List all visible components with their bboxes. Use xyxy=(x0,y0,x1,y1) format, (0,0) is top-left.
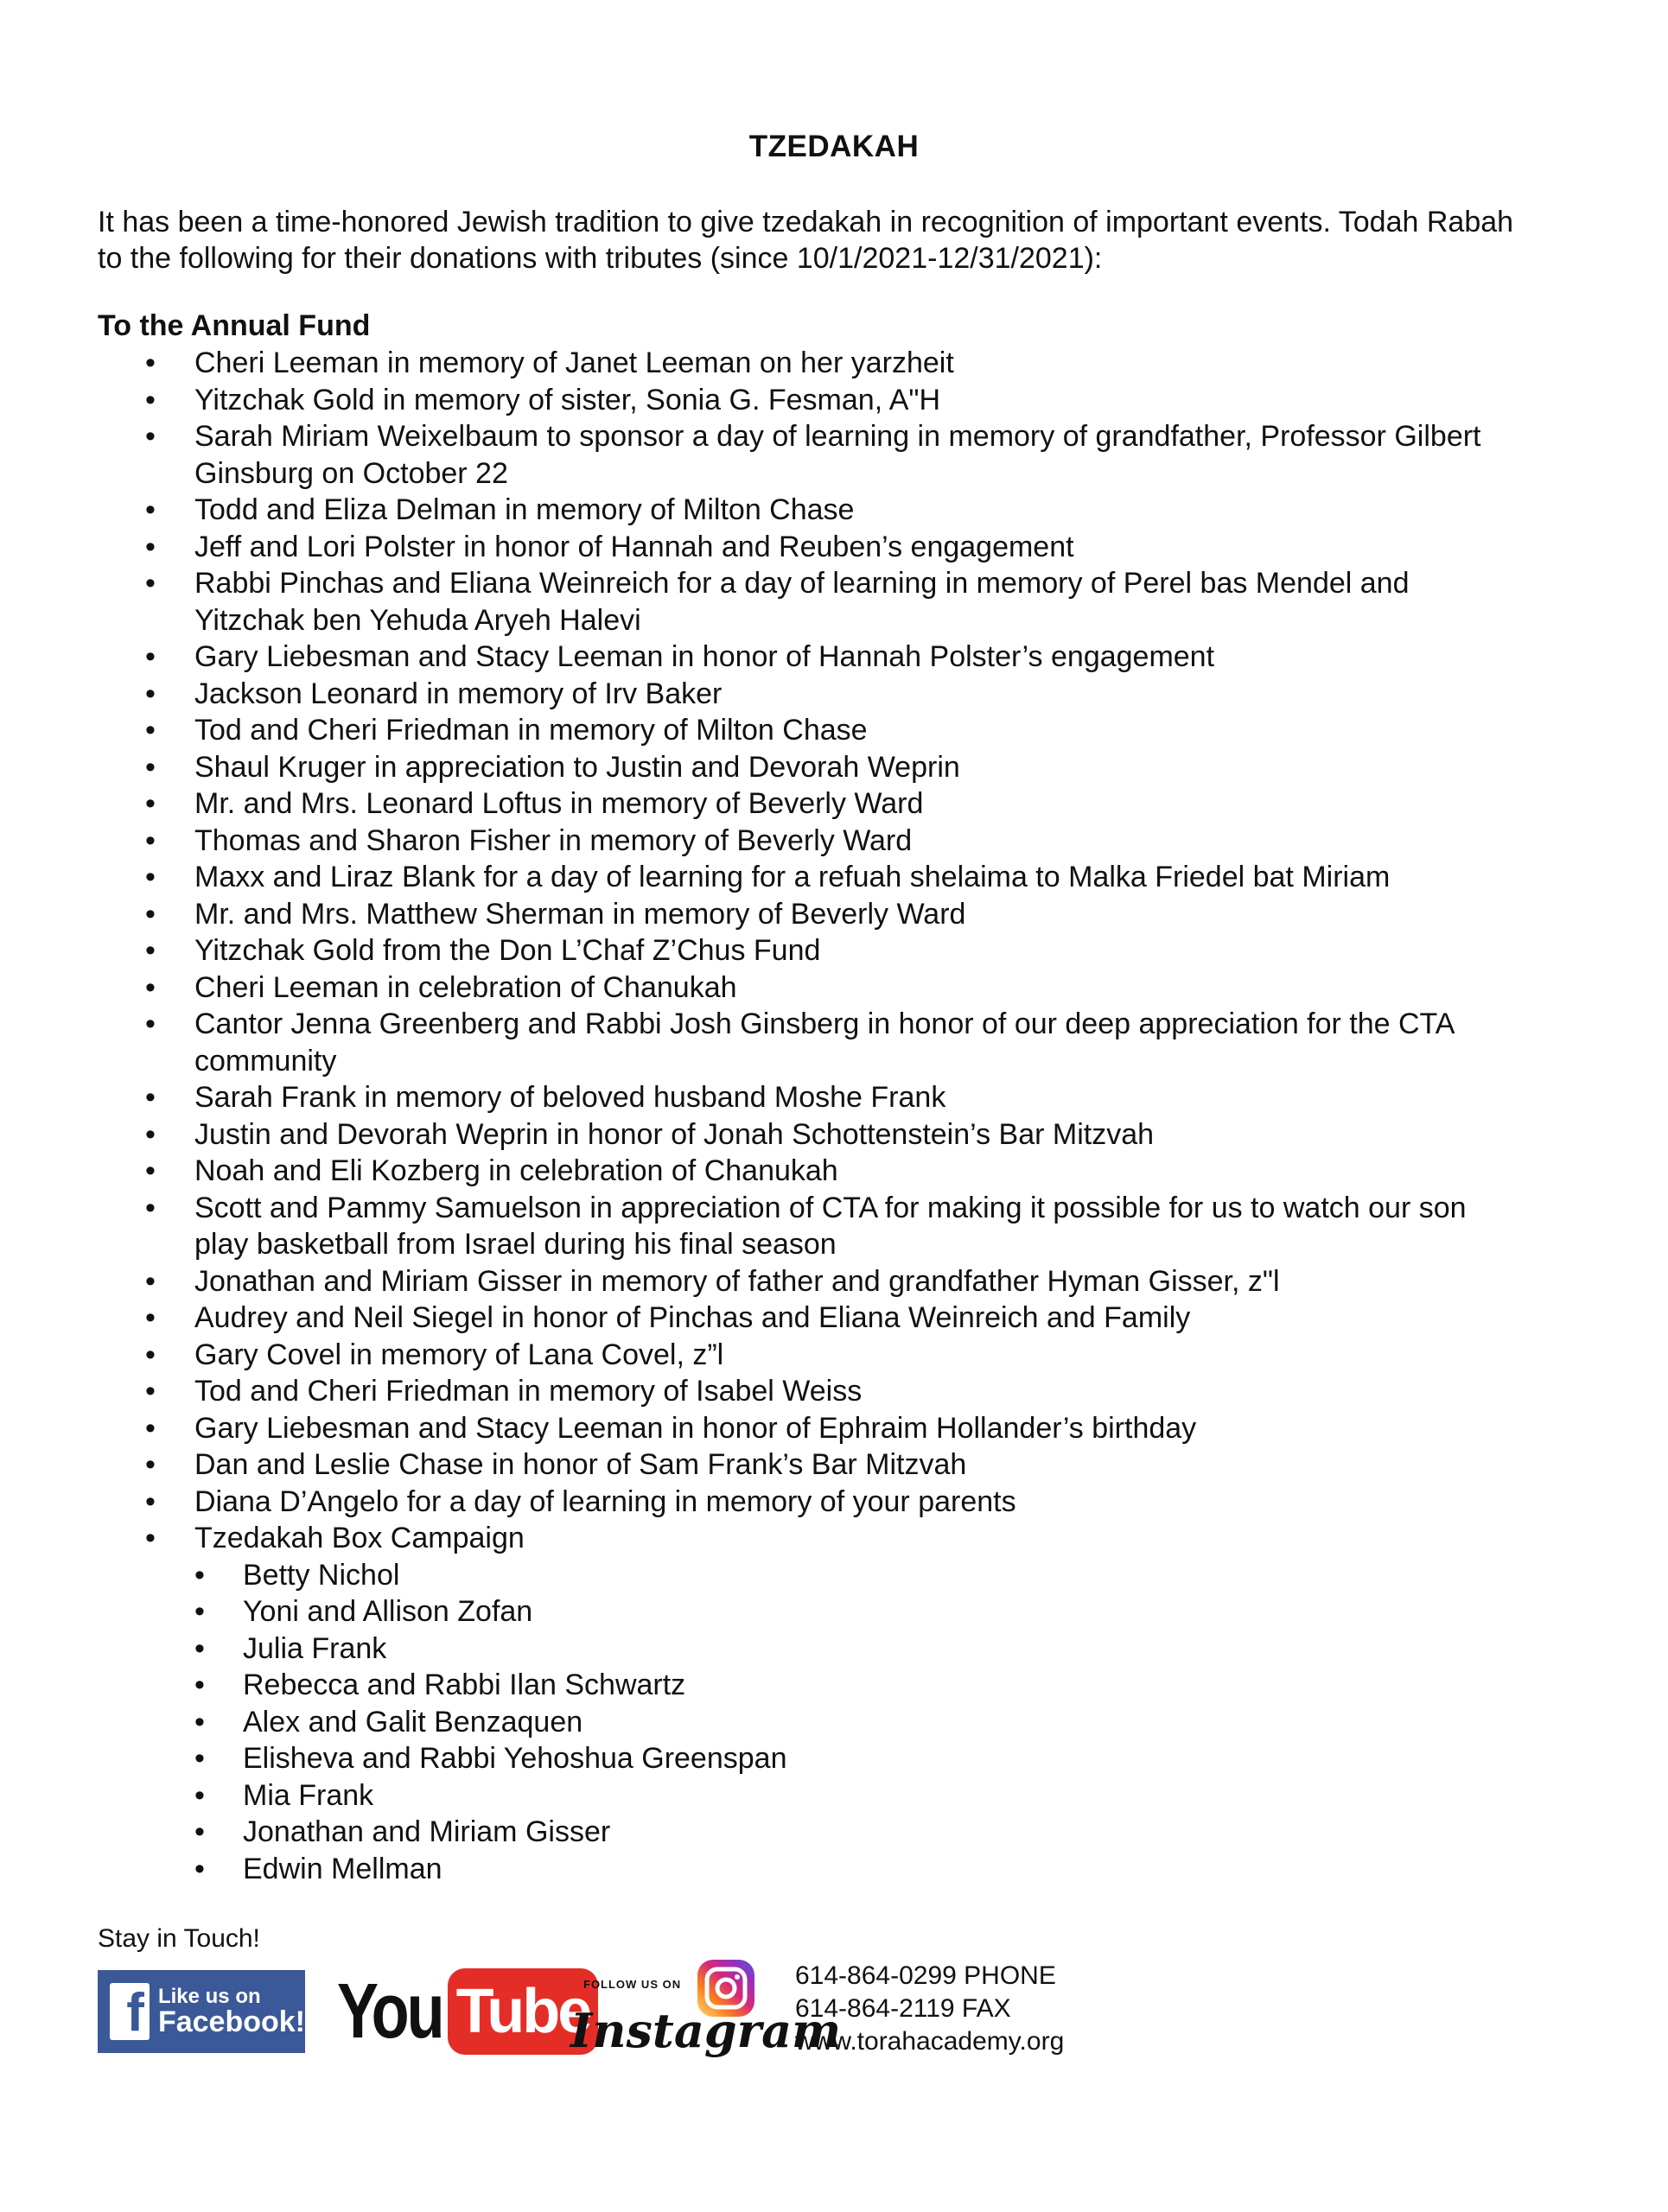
list-item: • Jonathan and Miriam Gisser in memory of father and grandfather Hyman Gisser, z"l xyxy=(98,1263,1515,1300)
fax-number: 614-864-2119 FAX xyxy=(795,1994,1011,2023)
list-item: • Cheri Leeman in memory of Janet Leeman on her yarzheit xyxy=(98,345,1515,382)
tribute-list xyxy=(98,345,1515,1887)
list-item: • Audrey and Neil Siegel in honor of Pinchas and Eliana Weinreich and Family xyxy=(98,1300,1515,1337)
list-item: • Sarah Miriam Weixelbaum to sponsor a day of learning in memory of grandfather, Professor Gilbert Ginsburg on October 22 xyxy=(98,418,1515,492)
campaign-item xyxy=(98,1520,1515,1887)
list-item: • Gary Liebesman and Stacy Leeman in honor of Ephraim Hollander’s birthday xyxy=(98,1410,1515,1447)
phone-number: 614-864-0299 PHONE xyxy=(795,1961,1056,1990)
contact-block xyxy=(795,1960,1064,2058)
intro-paragraph: It has been a time-honored Jewish tradition to give tzedakah in recognition of important events. Todah Rabah to the following for their donations with tributes (since 10/1/2021-12/31/2021): xyxy=(98,206,1514,275)
youtube-logo[interactable] xyxy=(337,1968,598,2055)
list-item: • Todd and Eliza Delman in memory of Milton Chase xyxy=(98,492,1515,529)
list-item: • Thomas and Sharon Fisher in memory of Beverly Ward xyxy=(98,823,1515,860)
facebook-line2: Facebook! xyxy=(157,2005,305,2038)
list-item: • Dan and Leslie Chase in honor of Sam Frank’s Bar Mitzvah xyxy=(98,1446,1515,1484)
list-item: • Julia Frank xyxy=(194,1630,1515,1668)
list-item: • Edwin Mellman xyxy=(194,1851,1515,1888)
list-item: • Mr. and Mrs. Matthew Sherman in memory of Beverly Ward xyxy=(98,896,1515,933)
list-item: • Cantor Jenna Greenberg and Rabbi Josh Ginsberg in honor of our deep appreciation for the CTA community xyxy=(98,1006,1515,1079)
campaign-label: Tzedakah Box Campaign xyxy=(194,1522,525,1554)
youtube-tube: Tube xyxy=(448,1968,599,2055)
page-title: TZEDAKAH xyxy=(748,130,920,163)
list-item: • Gary Covel in memory of Lana Covel, z”l xyxy=(98,1337,1515,1374)
list-item: • Cheri Leeman in celebration of Chanukah xyxy=(98,969,1515,1007)
instagram-wordmark: Instagram xyxy=(570,2003,842,2058)
list-item: • Rabbi Pinchas and Eliana Weinreich for a day of learning in memory of Perel bas Mendel and Yitzchak ben Yehuda Aryeh Halevi xyxy=(98,565,1515,639)
list-item: • Jeff and Lori Polster in honor of Hannah and Reuben’s engagement xyxy=(98,529,1515,566)
list-item: • Yitzchak Gold in memory of sister, Sonia G. Fesman, A"H xyxy=(98,382,1515,419)
list-item: • Justin and Devorah Weprin in honor of Jonah Schottenstein’s Bar Mitzvah xyxy=(98,1116,1515,1154)
campaign-name-list xyxy=(194,1557,1515,1888)
facebook-badge[interactable] xyxy=(98,1970,305,2053)
list-item: • Elisheva and Rabbi Yehoshua Greenspan xyxy=(194,1740,1515,1777)
list-item: • Jonathan and Miriam Gisser xyxy=(194,1814,1515,1851)
website-link[interactable]: www.torahacademy.org xyxy=(795,2027,1065,2056)
list-item: • Yoni and Allison Zofan xyxy=(194,1593,1515,1630)
list-item: • Betty Nichol xyxy=(194,1557,1515,1594)
list-item: • Tod and Cheri Friedman in memory of Milton Chase xyxy=(98,712,1515,749)
list-item: • Tod and Cheri Friedman in memory of Isabel Weiss xyxy=(98,1373,1515,1410)
facebook-line1: Like us on xyxy=(157,1984,261,2008)
list-item: • Mr. and Mrs. Leonard Loftus in memory of Beverly Ward xyxy=(98,785,1515,823)
section-heading: To the Annual Fund xyxy=(98,309,371,342)
list-item: • Shaul Kruger in appreciation to Justin and Devorah Weprin xyxy=(98,749,1515,786)
list-item: • Sarah Frank in memory of beloved husband Moshe Frank xyxy=(98,1079,1515,1116)
list-item: • Noah and Eli Kozberg in celebration of Chanukah xyxy=(98,1153,1515,1190)
youtube-you: You xyxy=(337,1968,442,2055)
list-item: • Jackson Leonard in memory of Irv Baker xyxy=(98,676,1515,713)
instagram-follow-label: FOLLOW US ON xyxy=(583,1978,682,1991)
stay-in-touch-label: Stay in Touch! xyxy=(98,1924,260,1953)
list-item: • Yitzchak Gold from the Don L’Chaf Z’Chus Fund xyxy=(98,932,1515,969)
list-item: • Diana D’Angelo for a day of learning in memory of your parents xyxy=(98,1484,1515,1521)
list-item: • Maxx and Liraz Blank for a day of learning for a refuah shelaima to Malka Friedel bat Miriam xyxy=(98,859,1515,896)
list-item: • Rebecca and Rabbi Ilan Schwartz xyxy=(194,1667,1515,1704)
list-item: • Mia Frank xyxy=(194,1777,1515,1815)
list-item: • Alex and Galit Benzaquen xyxy=(194,1704,1515,1741)
list-item: • Gary Liebesman and Stacy Leeman in honor of Hannah Polster’s engagement xyxy=(98,639,1515,676)
list-item: • Scott and Pammy Samuelson in appreciation of CTA for making it possible for us to watch our son play basketball from Israel during his final season xyxy=(98,1190,1515,1263)
facebook-icon: f xyxy=(110,1983,150,2040)
